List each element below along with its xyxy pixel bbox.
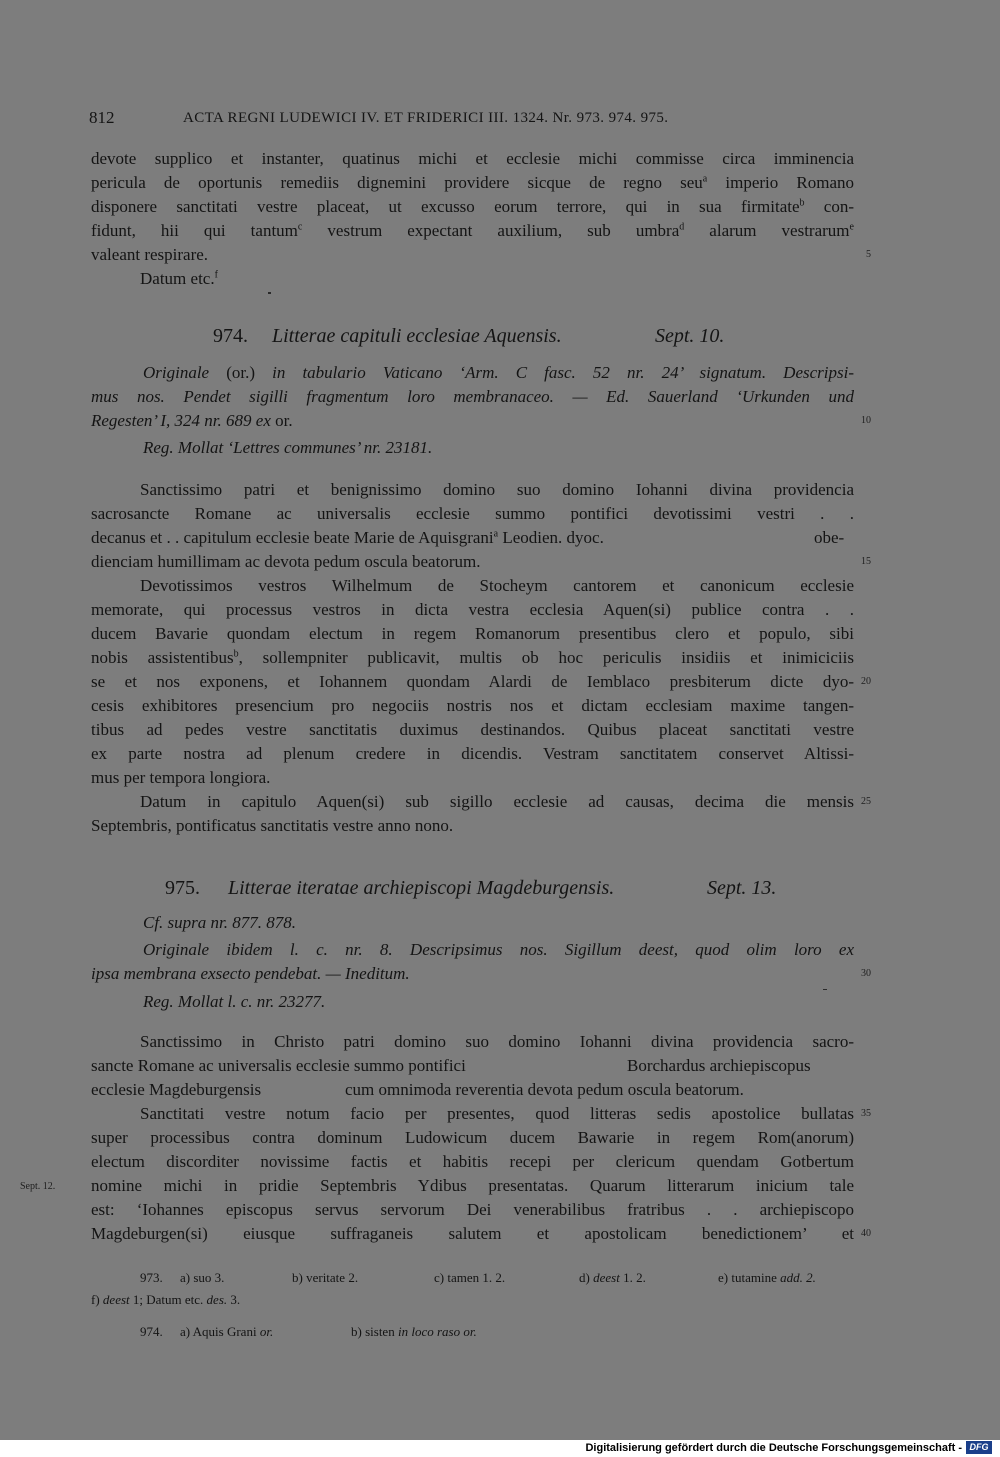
doc975-body-2a: sancte Romane ac universalis ecclesie summo pontifici	[91, 1056, 466, 1075]
doc973-datum: Datum etc.$^f$	[140, 269, 218, 288]
doc974-body-15: Septembris, pontificatus sanctitatis vestre anno nono.	[91, 816, 454, 835]
doc975-body-9: Magdeburgen(si) eiusque suffraganeis salutem et apostolicam benedictionem’ et	[91, 1224, 854, 1243]
doc974-body-8: nobis assistentibus$^b$, sollempniter publicavit, multis ob hoc periculis insidiis et inimiciciis	[91, 648, 854, 667]
doc973-line-1: devote supplico et instanter, quatinus michi et ecclesie michi commisse circa imminencia	[91, 149, 854, 168]
doc975-reg: Reg. Mollat l. c. nr. 23277.	[143, 992, 326, 1011]
doc974-body-3: decanus et . . capitulum ecclesie beate Marie de Aquisgrani$^a$ Leodien. dyoc.	[91, 528, 604, 547]
doc975-body-5: super processibus contra dominum Ludowicum ducem Bawarie in regem Rom(anorum)	[91, 1128, 854, 1147]
footnote-974-label: 974.	[140, 1324, 163, 1339]
doc975-body-6: electum discorditer novissime factis et habitis recepi per clericum quendam Gotbertum	[91, 1152, 854, 1171]
doc975-title: Litterae iteratae archiepiscopi Magdeburgensis.	[228, 877, 615, 899]
doc975-body-2b: Borchardus archiepiscopus	[627, 1056, 811, 1075]
line-number: 20	[861, 676, 871, 687]
doc974-body-10: cesis exhibitores presencium pro negociis nostris nos et dictam ecclesiam maxime tangen-	[91, 696, 854, 715]
side-note-date: Sept. 12.	[20, 1181, 56, 1192]
line-number: 15	[861, 556, 871, 567]
doc975-source-1: Originale ibidem l. c. nr. 8. Descripsimus nos. Sigillum deest, quod olim loro ex	[143, 940, 854, 959]
doc974-source-2: mus nos. Pendet sigilli fragmentum loro membranaceo. — Ed. Sauerland ‘Urkunden und	[91, 387, 854, 406]
doc974-body-5: Devotissimos vestros Wilhelmum de Stocheym cantorem et canonicum ecclesie	[140, 576, 854, 595]
doc974-body-14: Datum in capitulo Aquen(si) sub sigillo ecclesie ad causas, decima die mensis	[140, 792, 854, 811]
doc974-source-1: Originale (or.) in tabulario Vaticano ‘Arm. C fasc. 52 nr. 24’ signatum. Descripsi-	[143, 363, 854, 382]
page-number: 812	[89, 108, 115, 127]
doc975-number: 975.	[165, 877, 200, 899]
doc975-date: Sept. 13.	[707, 877, 777, 899]
doc975-body-4: Sanctitati vestre notum facio per presentes, quod litteras sedis apostolice bullatas	[140, 1104, 854, 1123]
doc973-line-2: pericula de oportunis remediis dignemini providere sicque de regno seu$^a$ imperio Romano	[91, 173, 855, 192]
doc973-line-4: fidunt, hii qui tantum$^c$ vestrum expectant auxilium, sub umbra$^d$ alarum vestrarum$^e$	[91, 221, 854, 240]
doc975-body-3b: cum omnimoda reverentia devota pedum oscula beatorum.	[345, 1080, 744, 1099]
footnote-973-label: 973.	[140, 1270, 163, 1285]
doc974-body-6: memorate, qui processus vestros in dicta vestra ecclesia Aquen(si) publice contra . .	[91, 600, 854, 619]
footer-credit: Digitalisierung gefördert durch die Deutsche Forschungsgemeinschaft -	[585, 1442, 962, 1454]
doc974-body-9: se et nos exponens, et Iohannem quondam Alardi de Iemblaco presbiterum dicte dyo-	[91, 672, 854, 691]
doc975-cf: Cf. supra nr. 877. 878.	[143, 913, 297, 932]
doc974-body-13: mus per tempora longiora.	[91, 768, 271, 787]
doc975-body-3a: ecclesie Magdeburgensis	[91, 1080, 262, 1099]
doc974-body-11: tibus ad pedes vestre sanctitatis duximus destinandos. Quibus placeat sanctitati vestre	[91, 720, 854, 739]
line-number: 35	[861, 1108, 871, 1119]
doc975-body-1: Sanctissimo in Christo patri domino suo domino Iohanni divina providencia sacro-	[140, 1032, 854, 1051]
line-number: 5	[866, 249, 871, 260]
doc975-source-2: ipsa membrana exsecto pendebat. — Ineditum.	[91, 964, 410, 983]
digitization-footer	[0, 1440, 1000, 1457]
footnote-974-a: a) Aquis Grani or.	[180, 1324, 274, 1339]
doc975-body-7: nomine michi in pridie Septembris Ydibus presentatas. Quarum litterarum inicium tale	[91, 1176, 854, 1195]
doc974-reg: Reg. Mollat ‘Lettres communes’ nr. 23181.	[143, 438, 433, 457]
footnote-973-b: b) veritate 2.	[292, 1270, 359, 1285]
doc974-body-12: ex parte nostra ad plenum credere in dicendis. Vestram sanctitatem conservet Altissi-	[91, 744, 854, 763]
doc974-date: Sept. 10.	[655, 325, 725, 347]
footnote-973-f: f) deest 1; Datum etc. des. 3.	[91, 1292, 241, 1307]
doc973-line-3: disponere sanctitati vestre placeat, ut excusso eorum terrore, qui in sua firmitate$^b$ con-	[91, 197, 854, 216]
doc974-body-3-end: obe-	[814, 528, 845, 547]
line-number: 25	[861, 796, 871, 807]
doc975-body-8: est: ‘Iohannes episcopus servus servorum Dei venerabilibus fratribus . . archiepiscopo	[91, 1200, 854, 1219]
dfg-logo: DFG	[966, 1441, 992, 1454]
doc974-body-1: Sanctissimo patri et benignissimo domino suo domino Iohanni divina providencia	[140, 480, 854, 499]
running-title: ACTA REGNI LUDEWICI IV. ET FRIDERICI III. 1324. Nr. 973. 974. 975.	[183, 110, 669, 126]
footnote-974-b: b) sisten in loco raso or.	[351, 1324, 477, 1339]
doc974-source-3: Regesten’ I, 324 nr. 689 ex or.	[91, 411, 293, 430]
doc974-body-4: dienciam humillimam ac devota pedum oscula beatorum.	[91, 552, 481, 571]
doc974-body-2: sacrosancte Romane ac universalis ecclesie summo pontifici devotissimi vestri . .	[91, 504, 854, 523]
doc973-line-5: valeant respirare.	[91, 245, 209, 264]
line-number: 40	[861, 1228, 871, 1239]
footnote-973-a: a) suo 3.	[180, 1270, 225, 1285]
scan-speck	[823, 989, 827, 990]
line-number: 30	[861, 968, 871, 979]
doc974-title: Litterae capituli ecclesiae Aquensis.	[272, 325, 562, 347]
line-number: 10	[861, 415, 871, 426]
footnote-973-c: c) tamen 1. 2.	[434, 1270, 506, 1285]
footnote-973-e: e) tutamine add. 2.	[718, 1270, 816, 1285]
doc974-body-7: ducem Bavarie quondam electum in regem Romanorum presentibus clero et populo, sibi	[91, 624, 854, 643]
footnote-973-d: d) deest 1. 2.	[579, 1270, 646, 1285]
scan-speck	[268, 292, 271, 294]
doc974-number: 974.	[213, 325, 248, 347]
